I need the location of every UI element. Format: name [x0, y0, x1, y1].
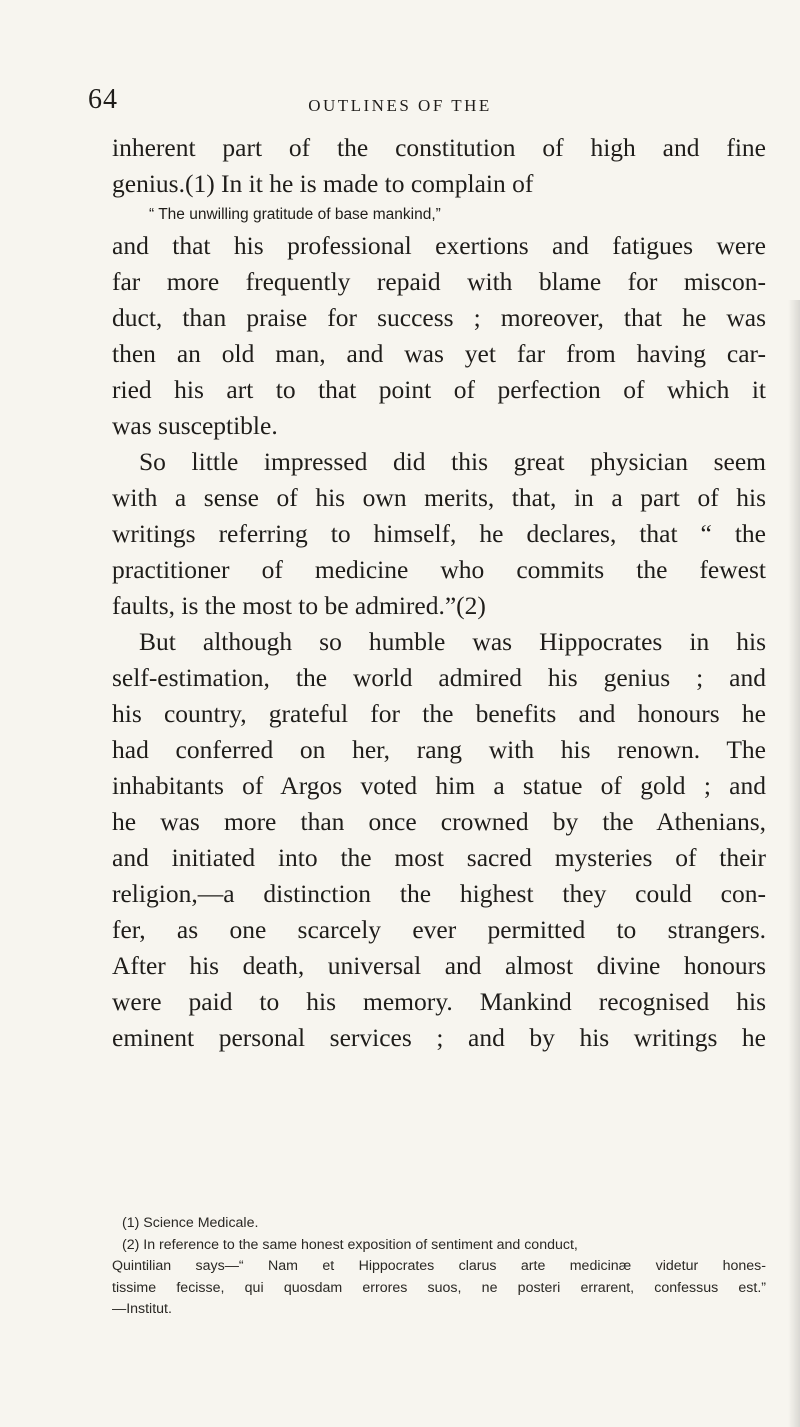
text-line: then an old man, and was yet far from having car-: [112, 339, 766, 368]
text-line: So little impressed did this great physician seem: [139, 447, 766, 476]
text-line: was susceptible.: [112, 411, 278, 440]
footnote-1: (1) Science Medicale.: [122, 1215, 259, 1231]
text-line: duct, than praise for success ; moreover, that he was: [112, 303, 766, 332]
text-line: and initiated into the most sacred mysteries of their: [112, 843, 766, 872]
text-line: were paid to his memory. Mankind recognised his: [112, 987, 766, 1016]
text-line: ried his art to that point of perfection of which it: [112, 375, 766, 404]
page-number: 64: [88, 84, 118, 115]
text-line: far more frequently repaid with blame for miscon-: [112, 267, 766, 296]
footnote-2-continued: tissime fecisse, qui quosdam errores suos, ne posteri errarent, confessus est.”: [112, 1279, 766, 1296]
text-line: his country, grateful for the benefits and honours he: [112, 699, 766, 728]
verse-quotation: “ The unwilling gratitude of base mankind,”: [149, 206, 441, 223]
text-line: with a sense of his own merits, that, in a part of his: [112, 483, 766, 512]
body-text: [112, 130, 766, 1056]
text-line: eminent personal services ; and by his writings he: [112, 1023, 766, 1052]
footnote-2-source: —Institut.: [112, 1301, 172, 1317]
text-line: But although so humble was Hippocrates in his: [139, 627, 766, 656]
text-line: faults, is the most to be admired.”(2): [112, 591, 486, 620]
text-line: self-estimation, the world admired his genius ; and: [112, 663, 766, 692]
text-line: had conferred on her, rang with his renown. The: [112, 735, 766, 764]
text-line: fer, as one scarcely ever permitted to strangers.: [112, 915, 766, 944]
text-line: inherent part of the constitution of high and fine: [112, 133, 766, 162]
text-line: genius.(1) In it he is made to complain of: [112, 169, 534, 198]
footnote-2-continued: Quintilian says—“ Nam et Hippocrates clarus arte medicinæ videtur hones-: [112, 1258, 766, 1274]
text-line: religion,—a distinction the highest they could con-: [112, 879, 766, 908]
text-line: practitioner of medicine who commits the fewest: [112, 555, 766, 584]
running-head: OUTLINES OF THE: [308, 96, 492, 115]
text-line: writings referring to himself, he declares, that “ the: [112, 519, 766, 548]
text-line: After his death, universal and almost divine honours: [112, 951, 766, 980]
text-line: and that his professional exertions and fatigues were: [112, 231, 766, 260]
text-line: he was more than once crowned by the Athenians,: [112, 807, 766, 836]
footnote-2: (2) In reference to the same honest exposition of sentiment and conduct,: [122, 1236, 578, 1253]
footnotes: [112, 1213, 766, 1321]
text-line: inhabitants of Argos voted him a statue of gold ; and: [112, 771, 766, 800]
page-edge-shadow: [788, 300, 800, 1427]
